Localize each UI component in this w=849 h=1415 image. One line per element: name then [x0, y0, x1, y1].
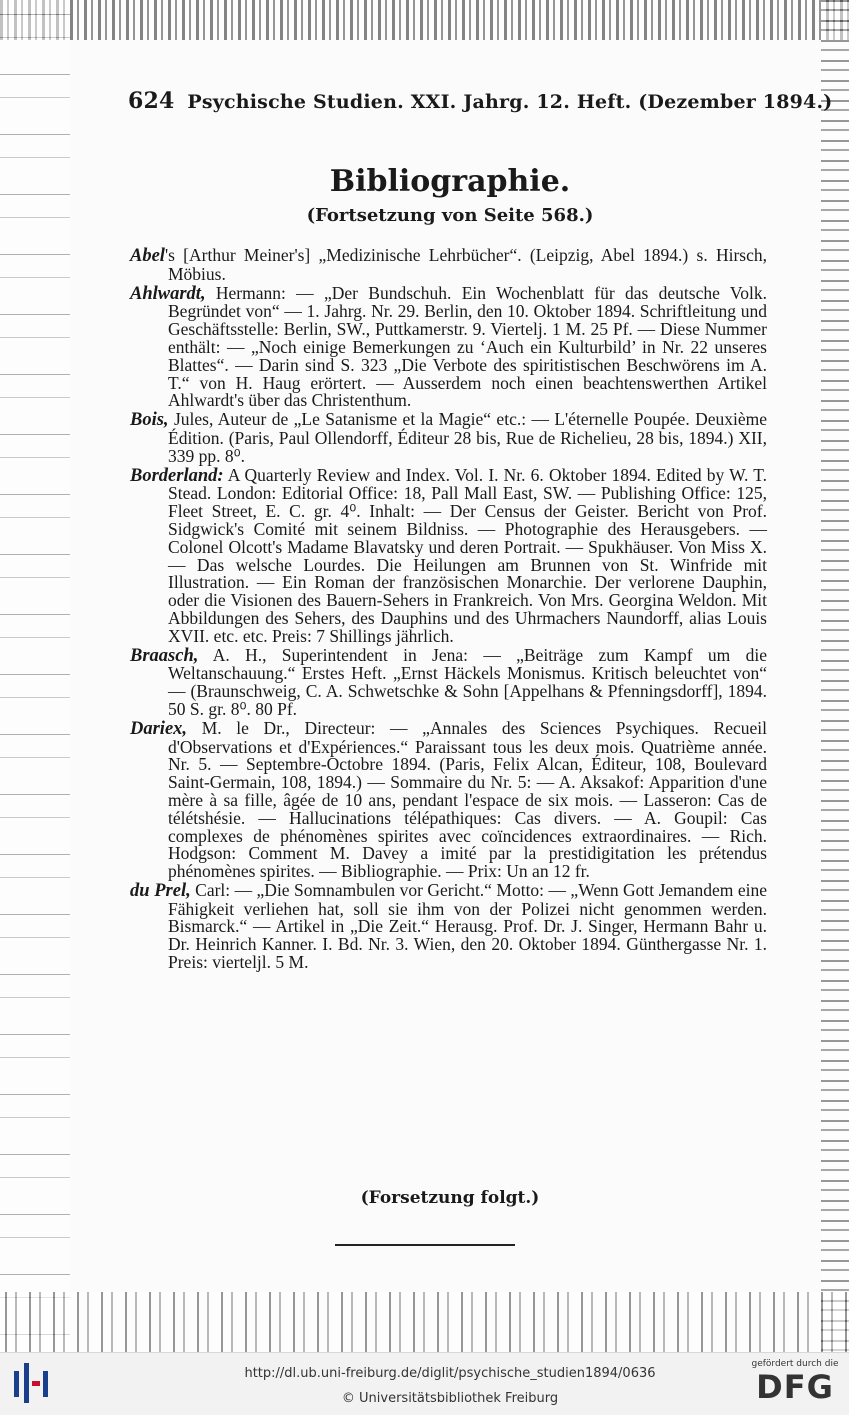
bibliography-entry: [130, 644, 767, 719]
entry-text: Jules, Auteur de „Le Satanisme et la Magie“ etc.: — L'éternelle Poupée. Deuxième Édition. (Paris, Paul Ollendorff, Éditeur 28 bis, Rue de Richelieu, 28 bis, 1894.) XII, 339 pp. 8⁰.: [168, 409, 767, 466]
entry-text: Carl: — „Die Somnambulen vor Gericht.“ Motto: — „Wenn Gott Jemandem eine Fähigkeit verliehen hat, soll sie ihm von der Polizei nicht genommen werden. Bismarck.“ — Artikel in „Die Zeit.“ Herausg. Prof. Dr. J. Singer, Hermann Bahr u. Dr. Heinrich Kanner. I. Bd. Nr. 3. Wien, den 20. Oktober 1894. Günthergasse Nr. 1. Preis: vierteljl. 5 M.: [168, 879, 768, 973]
bibliography-entry: [130, 411, 767, 465]
dfg-logo-icon: [749, 1359, 841, 1411]
bibliography-entry: [130, 464, 767, 646]
bibliography-entry: [130, 282, 767, 411]
entry-text: A Quarterly Review and Index. Vol. I. Nr. 6. Oktober 1894. Edited by W. T. Stead. London: Editorial Office: 18, Pall Mall East, SW. — Publishing Office: 125, Fleet Street, E. C. gr. 4⁰. Inhalt: — Der Census der Geister. Bericht von Prof. Sidgwick's Comité mit seinem Bildniss. — Photographie des Herausgebers. — Colonel Olcott's Madame Blavatsky und deren Portrait. — Spukhäuser. Von Miss X. — Das welsche Lourdes. Die Heilungen am Brunnen von St. Winfride mit Illustration. — Ein Roman der französischen Monarchie. Der verlorene Dauphin, oder die Visionen des Bauern-Sehers in Frankreich. Von Mrs. Georgina Weldon. Mit Abbildungen des Sehers, des Dauphins und des Uhrmachers Naundorff, alias Louis XVII. etc. etc. Preis: 7 Shillings jährlich.: [168, 464, 767, 646]
bibliography-entry: [130, 879, 768, 973]
entry-author: Dariex,: [130, 718, 188, 739]
entry-text: M. le Dr., Directeur: — „Annales des Sciences Psychiques. Recueil d'Observations et d'Expériences.“ Paraissant tous les deux mois. Quatrième année. Nr. 5. — Septembre-Octobre 1894. (Paris, Felix Alcan, Éditeur, 108, Boulevard Saint-Germain, 108, 1894.) — Sommaire du Nr. 5: — A. Aksakof: Apparition d'une mère à sa fille, âgée de 10 ans, pendant l'espace de six mois. — Lasseron: Cas de télétshésie. — Hallucinations télépathiques: Cas divers. — A. Goupil: Cas complexes de phénomènes spirites avec coïncidences extraordinaires. — Rich. Hodgson: Comment M. Davey a imité par la prestidigitation les prétendus phénomènes spirites. — Bibliographie. — Prix: Un an 12 fr.: [168, 717, 767, 882]
entry-author: Braasch,: [130, 645, 199, 666]
dfg-caption: gefördert durch die: [751, 1359, 839, 1369]
page-subtitle: (Fortsetzung von Seite 568.): [306, 205, 594, 226]
copyright-text: © Universitätsbibliothek Freiburg: [341, 1391, 559, 1406]
bibliography-entry: [130, 717, 767, 882]
bibliography-entry: [130, 247, 767, 284]
entry-author: Ahlwardt,: [130, 283, 206, 304]
entry-author: Borderland:: [130, 465, 224, 486]
ub-freiburg-logo-icon: [14, 1361, 48, 1407]
entry-author: du Prel,: [130, 880, 191, 901]
continuation-note: (Forsetzung folgt.): [360, 1188, 540, 1208]
bibliography-list: [130, 247, 767, 972]
entry-text: Hermann: — „Der Bundschuh. Ein Wochenblatt für das deutsche Volk. Begründet von“ — 1. Jahrg. Nr. 29. Berlin, den 10. Oktober 1894. Schriftleitung und Geschäftsstelle: Berlin, SW., Puttkamerstr. 9. Viertelj. 1 M. 25 Pf. — Diese Nummer enthält: — „Noch einige Bemerkungen zu ‘Auch ein Kulturbild’ in Nr. 22 unseres Blattes“. — Darin sind S. 323 „Die Verbote des spiritistischen Beschwörens im A. T.“ von H. Haug erörtert. — Ausserdem noch einen beachtenswerthen Artikel Ahlwardt's über das Christenthum.: [168, 282, 767, 411]
end-rule: [335, 1244, 515, 1246]
entry-text: A. H., Superintendent in Jena: — „Beiträge zum Kampf um die Weltanschauung.“ Erstes Heft. „Ernst Häckels Monismus. Kritisch beleuchtet von“ — (Braunschweig, C. A. Schwetschke & Sohn [Appelhans & Pfenningsdorff], 1894. 50 S. gr. 8⁰. 80 Pf.: [168, 644, 767, 719]
entry-text: 's [Arthur Meiner's] „Medizinische Lehrbücher“. (Leipzig, Abel 1894.) s. Hirsch, Möbius.: [164, 245, 767, 284]
scan-edge-top: [0, 0, 849, 40]
viewer-footer: [0, 1352, 849, 1415]
page-title: Bibliographie.: [329, 164, 571, 199]
scan-edge-bottom: [0, 1292, 849, 1352]
permalink-url[interactable]: http://dl.ub.uni-freiburg.de/diglit/psychische_studien1894/0636: [244, 1366, 656, 1381]
scan-edge-left: [0, 0, 70, 1352]
page-number: 624: [128, 88, 175, 114]
running-title: Psychische Studien. XXI. Jahrg. 12. Heft. (Dezember 1894.): [187, 91, 833, 113]
dfg-logo-text: DFG: [756, 1368, 834, 1406]
running-header: [128, 88, 833, 114]
entry-author: Abel: [130, 246, 165, 266]
scan-edge-right: [821, 0, 849, 1352]
entry-author: Bois,: [130, 410, 169, 431]
